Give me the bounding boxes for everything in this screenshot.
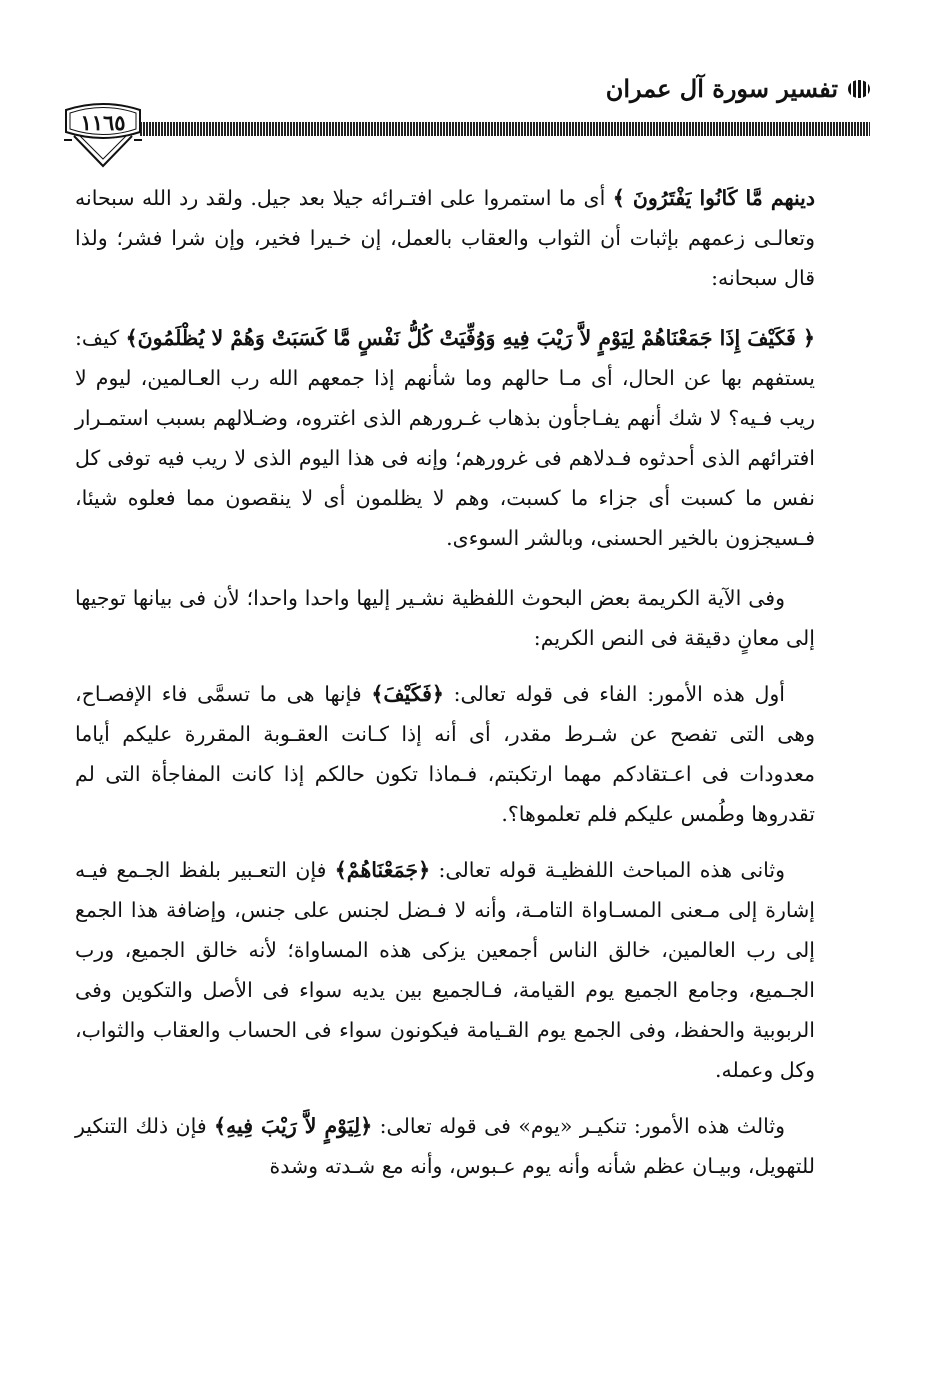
quran-word: ﴿جَمَعْنَاهُمْ﴾ [334, 858, 431, 882]
paragraph-text-after: فإنها هى ما تسمَّى فاء الإفصـاح، وهى التى تفصح عن شـرط مقدر، أى أنه إذا كـانت العقـوبة المقررة عليكم أياما معدودات فى اعـتقادكم مهما ارتكبتم، فـماذا تكون حالكم إذا كانت المفاجأة التى لم تقدروها وطُمس عليكم فلم تعلموها؟. [75, 682, 815, 826]
paragraph-3 [75, 578, 815, 658]
paragraph-text: كيف: يستفهم بها عن الحال، أى مـا حالهم وما شأنهم إذا جمعهم الله رب العـالمين، ليوم لا ريب فـيه؟ لا شك أنهم يفـاجأون بذهاب غـرورهم الذى اغتروه، وضـلالهم بسبب استمـرار افترائهم الذى أحدثوه فـدلاهم فى غرورهم؛ وإنه فى هذا اليوم الذى لا ريب فيه توفى كل نفس ما كسبت أى جزاء ما كسبت، وهم لا يظلمون أى لا ينقصون مما فعلوه شيئا، فـسيجزون بالخير الحسنى، وبالشر السوءى. [75, 326, 815, 550]
chapter-title: تفسير سورة آل عمران [605, 74, 838, 103]
paragraph-4 [75, 674, 815, 834]
paragraph-6 [75, 1106, 815, 1186]
paragraph-text-before: وثالث هذه الأمور: تنكيـر «يوم» فى قوله تعالى: [372, 1114, 785, 1138]
paragraph-text: أى ما استمروا على افتـرائه جيلا بعد جيل. ولقد رد الله سبحانه وتعالـى زعمهم بإثبات أن الثواب والعقاب بالعمل، إن خـيرا فخير، وإن شرا فشر؛ ولذا قال سبحانه: [75, 186, 815, 290]
paragraph-5 [75, 850, 815, 1090]
page-number: ١١٦٥ [80, 110, 126, 135]
quran-phrase: ﴿لِيَوْمٍ لاَّ رَيْبَ فِيهِ﴾ [214, 1114, 373, 1138]
running-title [606, 74, 870, 103]
paragraph-text-before: أول هذه الأمور: الفاء فى قوله تعالى: [443, 682, 785, 706]
paragraph-text-after: فإن التعـبير بلفظ الجـمع فيـه إشارة إلى مـعنى المسـاواة التامـة، وأنه لا فـضل لجنس على جنس، وإضافة هذا الجمع إلى رب العالمين، خالق الناس أجمعين يزكى هذه المساواة؛ لأنه خالق الجميع، ورب الجـميع، وجامع الجميع يوم القيامة، فـالجميع بين يديه سواء فى الأصل والتكوين وفى الربوبية والحفظ، وفى الجمع يوم القـيامة فيكونون سواء فى الحساب والعقاب والثواب، وكل وعمله. [75, 858, 815, 1082]
page-number-badge [60, 92, 146, 172]
quran-verse: ﴿ فَكَيْفَ إِذَا جَمَعْنَاهُمْ لِيَوْمٍ لاَّ رَيْبَ فِيهِ وَوُفِّيَتْ كُلُّ نَفْسٍ مَّا كَسَبَتْ وَهُمْ لا يُظْلَمُونَ﴾ [125, 326, 815, 350]
quran-word: ﴿فَكَيْفَ﴾ [371, 682, 444, 706]
paragraph-text-after: فإن ذلك التنكير للتهويل، وبيـان عظم شأنه وأنه يوم عـبوس، وأنه مع شـدته وشدة [75, 1114, 815, 1178]
paragraph-text-before: وثانى هذه المباحث اللفظيـة قوله تعالى: [430, 858, 785, 882]
quran-fragment: دينهم مَّا كَانُوا يَفْتَرُونَ ﴾ [612, 186, 815, 210]
paragraph-2 [75, 318, 815, 558]
page-header [60, 62, 870, 172]
page-body [75, 178, 815, 1202]
bullet-ornament-icon [848, 80, 870, 98]
paragraph-text: وفى الآية الكريمة بعض البحوث اللفظية نشـير إليها واحدا واحدا؛ لأن فى بيانها توجيها إلى معانٍ دقيقة فى النص الكريم: [75, 586, 815, 650]
header-rule [140, 122, 870, 136]
paragraph-1 [75, 178, 815, 298]
